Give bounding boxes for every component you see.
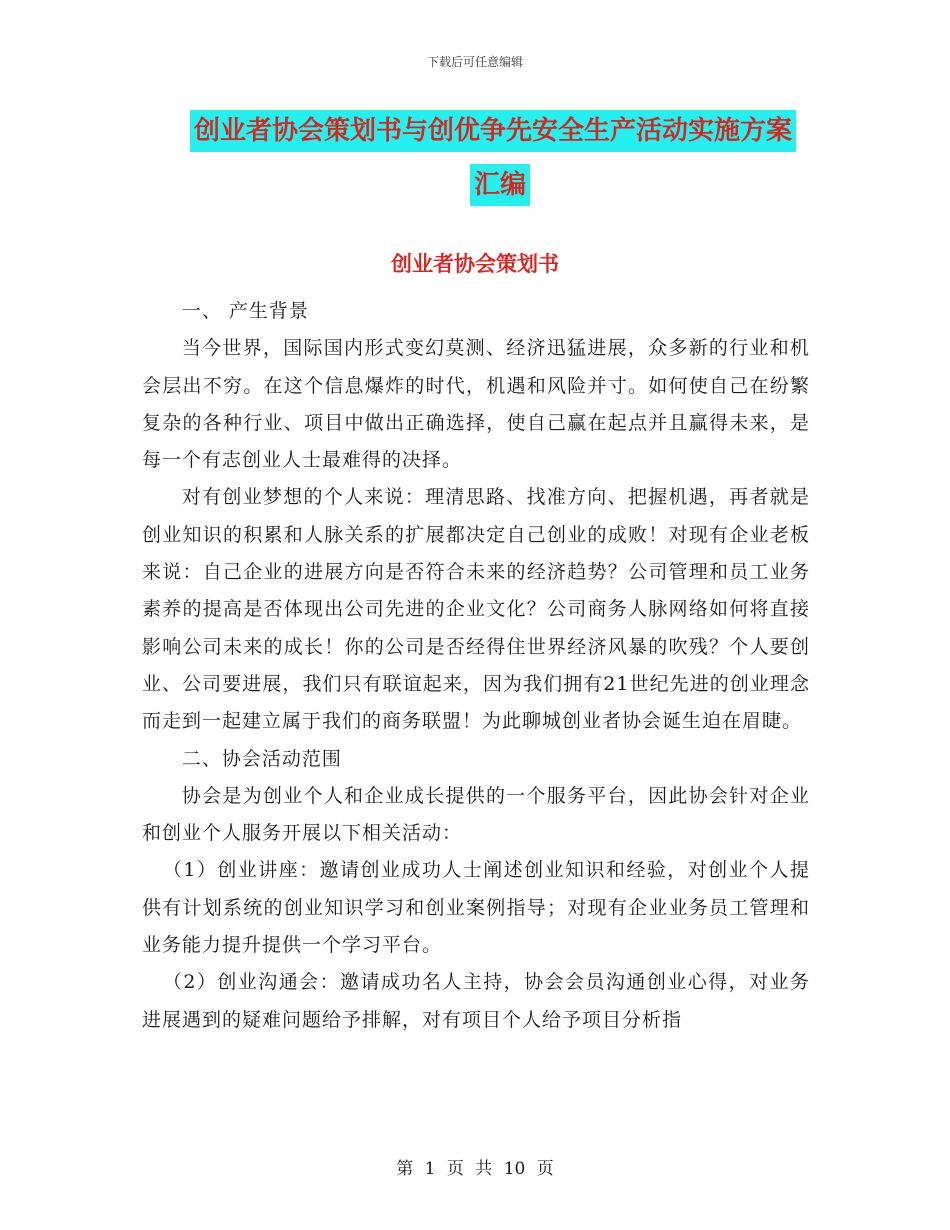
- list-item: （2）创业沟通会：邀请成功名人主持，协会会员沟通创业心得，对业务进展遇到的疑难问题给予排解，对有项目个人给予项目分析指: [142, 971, 810, 1031]
- document-title: [190, 110, 810, 206]
- section-title: 创业者协会策划书: [391, 252, 559, 276]
- list-item: （1）创业讲座：邀请创业成功人士阐述创业知识和经验，对创业个人提供有计划系统的创业知识学习和创业案例指导；对现有企业业务员工管理和业务能力提升提供一个学习平台。: [142, 859, 810, 957]
- heading-background: 一、 产生背景: [181, 300, 309, 322]
- page-footer: 第 1 页 共 10 页: [396, 1159, 554, 1179]
- title-line-2: 汇编: [470, 164, 530, 206]
- paragraph: 对有创业梦想的个人来说：理清思路、找准方向、把握机遇，再者就是创业知识的积累和人脉关系的扩展都决定自己创业的成败！对现有企业老板来说：自己企业的进展方向是否符合未来的经济趋势？公司管理和员工业务素养的提高是否体现出公司先进的企业文化？公司商务人脉网络如何将直接影响公司未来的成长！你的公司是否经得住世界经济风暴的吹残？个人要创业、公司要进展，我们只有联谊起来，因为我们拥有21世纪先进的创业理念而走到一起建立属于我们的商务联盟！为此聊城创业者协会诞生迫在眉睫。: [142, 486, 810, 733]
- title-line-1: 创业者协会策划书与创优争先安全生产活动实施方案: [190, 110, 796, 152]
- header-note: 下载后可任意编辑: [426, 55, 523, 69]
- paragraph: 协会是为创业个人和企业成长提供的一个服务平台，因此协会针对企业和创业个人服务开展以下相关活动：: [142, 784, 810, 845]
- paragraph: 当今世界，国际国内形式变幻莫测、经济迅猛进展，众多新的行业和机会层出不穷。在这个信息爆炸的时代，机遇和风险并寸。如何使自己在纷繁复杂的各种行业、项目中做出正确选择，使自己赢在起点并且赢得未来，是每一个有志创业人士最难得的决择。: [142, 337, 810, 472]
- heading-activity-scope: 二、协会活动范围: [181, 747, 342, 770]
- document-body: [142, 293, 810, 1039]
